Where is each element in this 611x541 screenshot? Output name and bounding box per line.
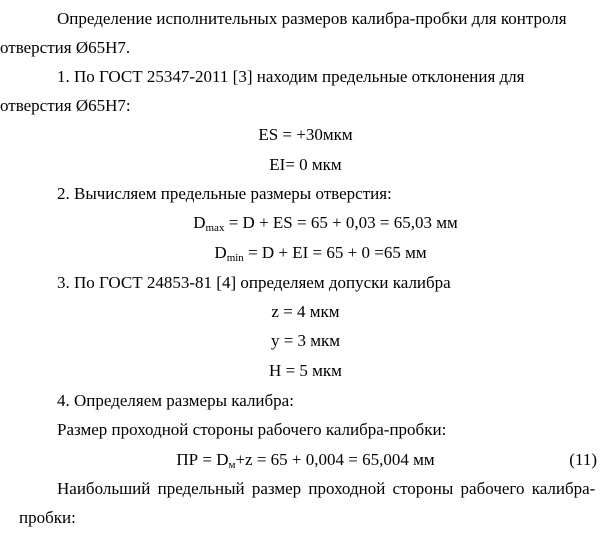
paragraph-max-size-line-2: [0, 503, 611, 532]
paragraph-intro-line-1: [0, 4, 611, 33]
equation-number: (11): [569, 450, 597, 469]
equation-es: [0, 120, 611, 149]
equation-subscript: max: [205, 222, 225, 234]
text: Наибольший предельный размер проходной стороны рабочего калибра-: [57, 479, 596, 498]
equation-dmax: [0, 208, 611, 237]
paragraph-step3: [0, 268, 611, 297]
equation-symbol: D: [214, 243, 227, 262]
text: 4. Определяем размеры калибра:: [57, 391, 294, 410]
paragraph-intro-line-2: [0, 33, 611, 62]
equation-subscript: м: [228, 459, 236, 471]
equation-symbol: D: [193, 213, 206, 232]
equation-text: ПР = D: [176, 450, 229, 469]
equation-subscript: min: [226, 252, 244, 264]
equation-text: y = 3 мкм: [270, 331, 341, 350]
text: Размер проходной стороны рабочего калибра-пробки:: [57, 420, 447, 439]
paragraph-go-side-size: [0, 415, 611, 444]
equation-text: = D + EI = 65 + 0 =65 мм: [243, 243, 427, 262]
equation-text: ES = +30мкм: [258, 125, 353, 144]
paragraph-step1-line-2: [0, 91, 611, 120]
equation-ei: [0, 150, 611, 179]
equation-text: +z = 65 + 0,004 = 65,004 мм: [235, 450, 435, 469]
equation-text: z = 4 мкм: [271, 302, 340, 321]
equation-pr: [0, 445, 611, 474]
paragraph-step1-line-1: [0, 62, 611, 91]
paragraph-step4: [0, 386, 611, 415]
text: пробки:: [19, 508, 76, 527]
paragraph-step2: [0, 179, 611, 208]
text: 1. По ГОСТ 25347-2011 [3] находим предельные отклонения для: [57, 67, 525, 86]
equation-dmin: [0, 238, 611, 267]
text: Определение исполнительных размеров калибра-пробки для контроля: [57, 9, 567, 28]
equation-z: [0, 297, 611, 326]
text: 2. Вычисляем предельные размеры отверстия:: [57, 184, 392, 203]
text: отверстия Ø65Н7.: [0, 38, 131, 57]
equation-y: [0, 326, 611, 355]
equation-text: H = 5 мкм: [269, 361, 342, 380]
paragraph-max-size-line-1: [0, 474, 611, 503]
equation-text: EI= 0 мкм: [269, 155, 342, 174]
text: 3. По ГОСТ 24853-81 [4] определяем допуски калибра: [57, 273, 451, 292]
equation-h: [0, 356, 611, 385]
equation-text: = D + ES = 65 + 0,03 = 65,03 мм: [224, 213, 458, 232]
text: отверстия Ø65Н7:: [0, 96, 131, 115]
